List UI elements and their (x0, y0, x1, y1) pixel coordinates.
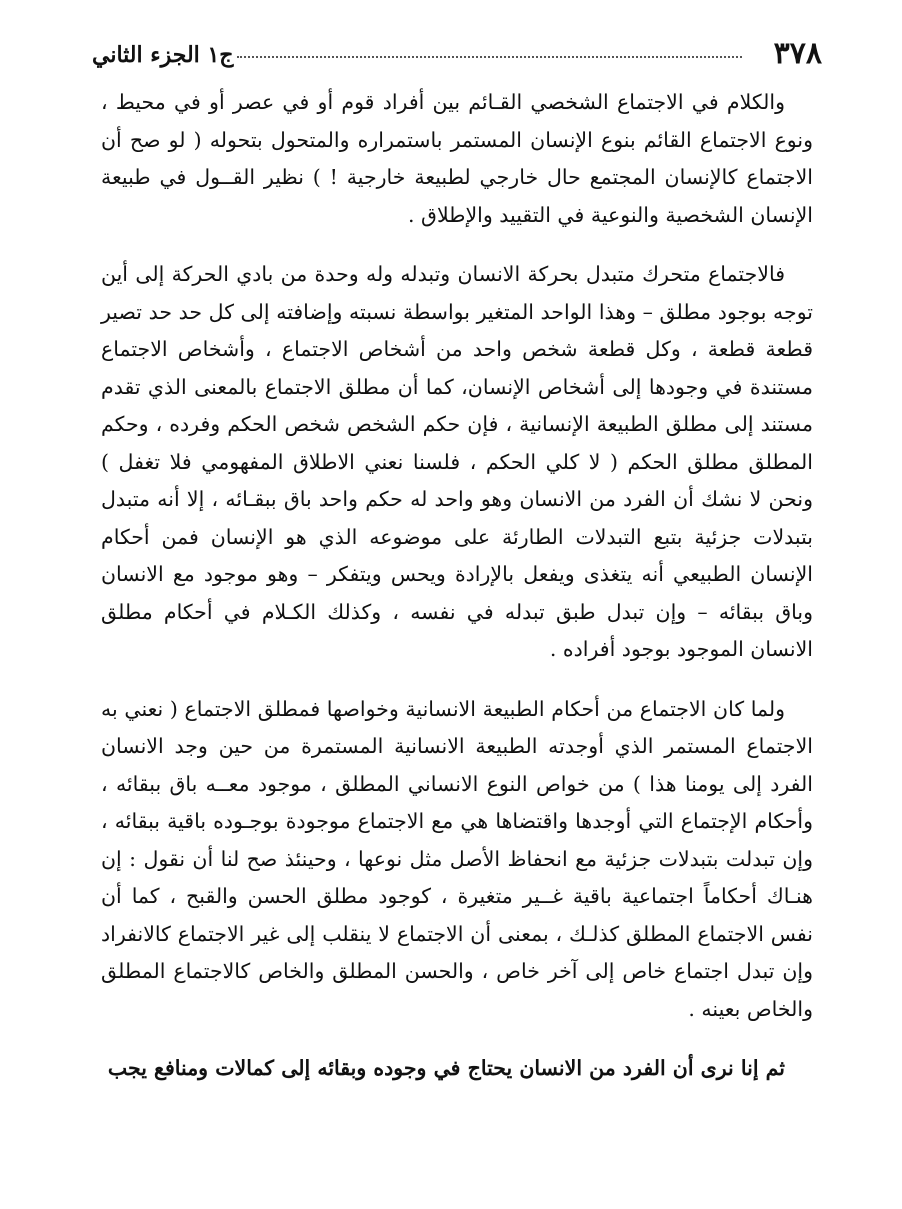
paragraph-1: والكلام في الاجتماع الشخصي القـائم بين أفراد قوم أو في عصر أو في محيط ، ونوع الاجتماع القائم بنوع الإنسان المستمر باستمراره والمتحول بتحوله ( لو صح أن الاجتماع كالإنسان المجتمع حال خارجي لطبيعة خارجية ! ) نظير القــول في طبيعة الإنسان الشخصية والنوعية في التقييد والإطلاق . (101, 90, 813, 227)
page-header (92, 34, 822, 78)
page-number: ٣٧٨ (773, 36, 822, 71)
body-text (101, 84, 813, 1088)
paragraph-4: ثم إنا نرى أن الفرد من الانسان يحتاج في وجوده وبقائه إلى كمالات ومنافع يجب (107, 1056, 785, 1080)
paragraph-2: فالاجتماع متحرك متبدل بحركة الانسان وتبدله وله وحدة من بادي الحركة إلى أين توجه بوجود مطلق – وهذا الواحد المتغير بواسطة نسبته وإضافته إلى كل حد حد تصير قطعة قطعة ، وكل قطعة شخص واحد من أشخاص الاجتماع ، وأشخاص الاجتماع مستندة في وجودها إلى أشخاص الإنسان، كما أن مطلق الاجتماع بالمعنى الذي تقدم مستند إلى مطلق الطبيعة الإنسانية ، فإن حكم الشخص شخص الحكم وفرده ، وحكم المطلق مطلق الحكم ( لا كلي الحكم ، فلسنا نعني الاطلاق المفهومي فلا تغفل ) ونحن لا نشك أن الفرد من الانسان وهو واحد له حكم واحد باق ببقـائه ، إلا أنه متبدل بتبدلات جزئية بتبع التبدلات الطارئة على موضوعه الذي هو الإنسان فمن أحكام الإنسان الطبيعي أنه يتغذى ويفعل بالإرادة ويحس ويتفكر – وهو موجود مع الانسان وباق ببقائه – وإن تبدل طبق تبدله في نفسه ، وكذلك الكـلام في أحكام مطلق الانسان الموجود بوجود أفراده . (101, 262, 813, 661)
header-dotted-rule (237, 56, 742, 58)
running-title: ج١ الجزء الثاني (92, 42, 234, 68)
paragraph-3: ولما كان الاجتماع من أحكام الطبيعة الانسانية وخواصها فمطلق الاجتماع ( نعني به الاجتماع المستمر الذي أوجدته الطبيعة الانسانية المستمرة من حين وجد الانسان الفرد إلى يومنا هذا ) من خواص النوع الانساني المطلق ، موجود معــه باق ببقائه ، وأحكام الإجتماع التي أوجدها واقتضاها هي مع الاجتماع موجودة بوجـوده باقية ببقائه ، وإن تبدلت بتبدلات جزئية مع انحفاظ الأصل مثل نوعها ، وحينئذ صح لنا أن نقول : إن هنـاك أحكاماً اجتماعية باقية غــير متغيرة ، كوجود مطلق الحسن والقبح ، كما أن نفس الاجتماع المطلق كذلـك ، بمعنى أن الاجتماع لا ينقلب إلى غير الاجتماع كالانفراد وإن تبدل اجتماع خاص إلى آخر خاص ، والحسن المطلق والخاص كالاجتماع المطلق والخاص بعينه . (101, 696, 813, 1021)
